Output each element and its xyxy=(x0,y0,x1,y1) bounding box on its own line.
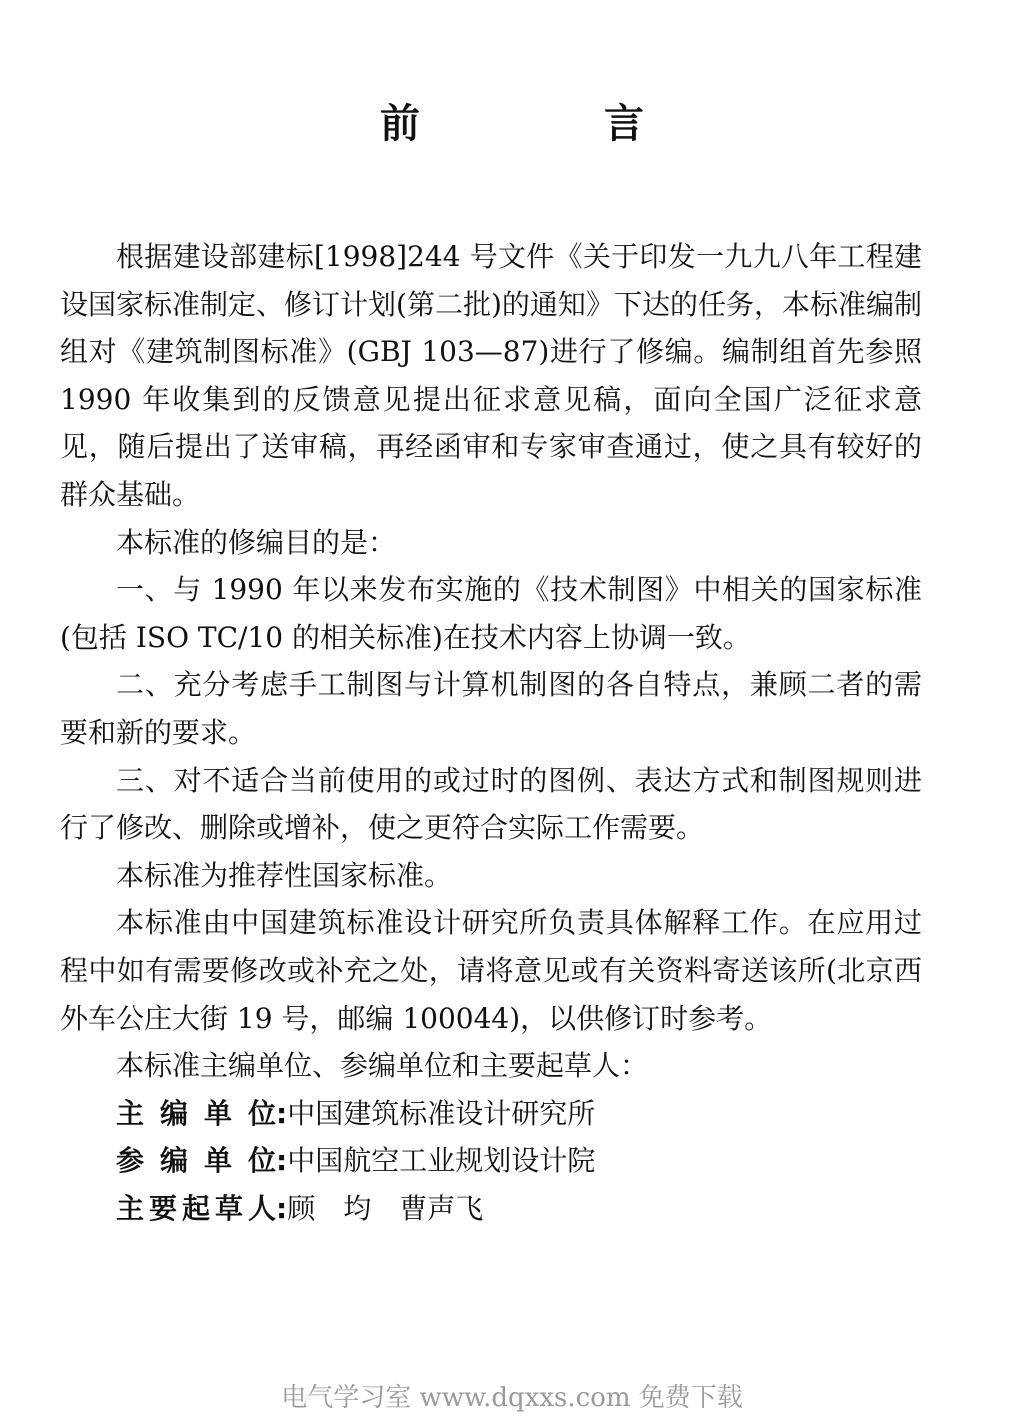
paragraph-purpose-3: 三、对不适合当前使用的或过时的图例、表达方式和制图规则进行了修改、删除或增补，使之更符合实际工作需要。 xyxy=(60,763,922,845)
drafter-label: 主编单位 xyxy=(116,1096,276,1130)
watermark-text: 电气学习室 www.dqxxs.com 免费下载 xyxy=(281,1383,743,1413)
drafter-value: 中国航空工业规划设计院 xyxy=(287,1144,596,1178)
drafter-colon: : xyxy=(276,1096,288,1130)
drafter-row-co-editor xyxy=(60,1137,922,1185)
drafter-colon: : xyxy=(276,1191,288,1225)
paragraph-purpose-1: 一、与 1990 年以来发布实施的《技术制图》中相关的国家标准(包括 ISO TC/10 的相关标准)在技术内容上协调一致。 xyxy=(60,573,922,654)
drafter-value: 中国建筑标准设计研究所 xyxy=(287,1096,596,1130)
paragraph-purpose-intro: 本标准的修编目的是： xyxy=(116,525,397,559)
drafter-label: 主要起草人 xyxy=(116,1191,276,1225)
drafter-row-chief-editor xyxy=(60,1090,922,1138)
drafter-label: 参编单位 xyxy=(116,1144,276,1178)
paragraph-purpose-2: 二、充分考虑手工制图与计算机制图的各自特点，兼顾二者的需要和新的要求。 xyxy=(60,668,922,749)
preface-body xyxy=(60,233,922,1232)
paragraph-basis: 根据建设部建标[1998]244 号文件《关于印发一九九八年工程建设国家标准制定、修订计划(第二批)的通知》下达的任务，本标准编制组对《建筑制图标准》(GBJ 103—87)进行了修编。编制组首先参照 1990 年收集到的反馈意见提出征求意见稿，面向全国广泛征求意见，随后提出了送审稿，再经函审和专家审查通过，使之具有较好的群众基础。 xyxy=(60,240,922,511)
drafter-colon: : xyxy=(276,1144,288,1178)
drafter-list xyxy=(60,1090,922,1233)
paragraph-recommended: 本标准为推荐性国家标准。 xyxy=(116,858,453,892)
paragraph-drafters-intro: 本标准主编单位、参编单位和主要起草人： xyxy=(116,1049,649,1083)
page-title: 前 言 xyxy=(380,101,716,147)
drafter-value: 顾 均 曹声飞 xyxy=(287,1191,484,1225)
paragraph-interpretation: 本标准由中国建筑标准设计研究所负责具体解释工作。在应用过程中如有需要修改或补充之处，请将意见或有关资料寄送该所(北京西外车公庄大街 19 号，邮编 100044)，以供修订时参考。 xyxy=(60,906,922,1035)
drafter-row-main-drafters xyxy=(60,1185,922,1233)
